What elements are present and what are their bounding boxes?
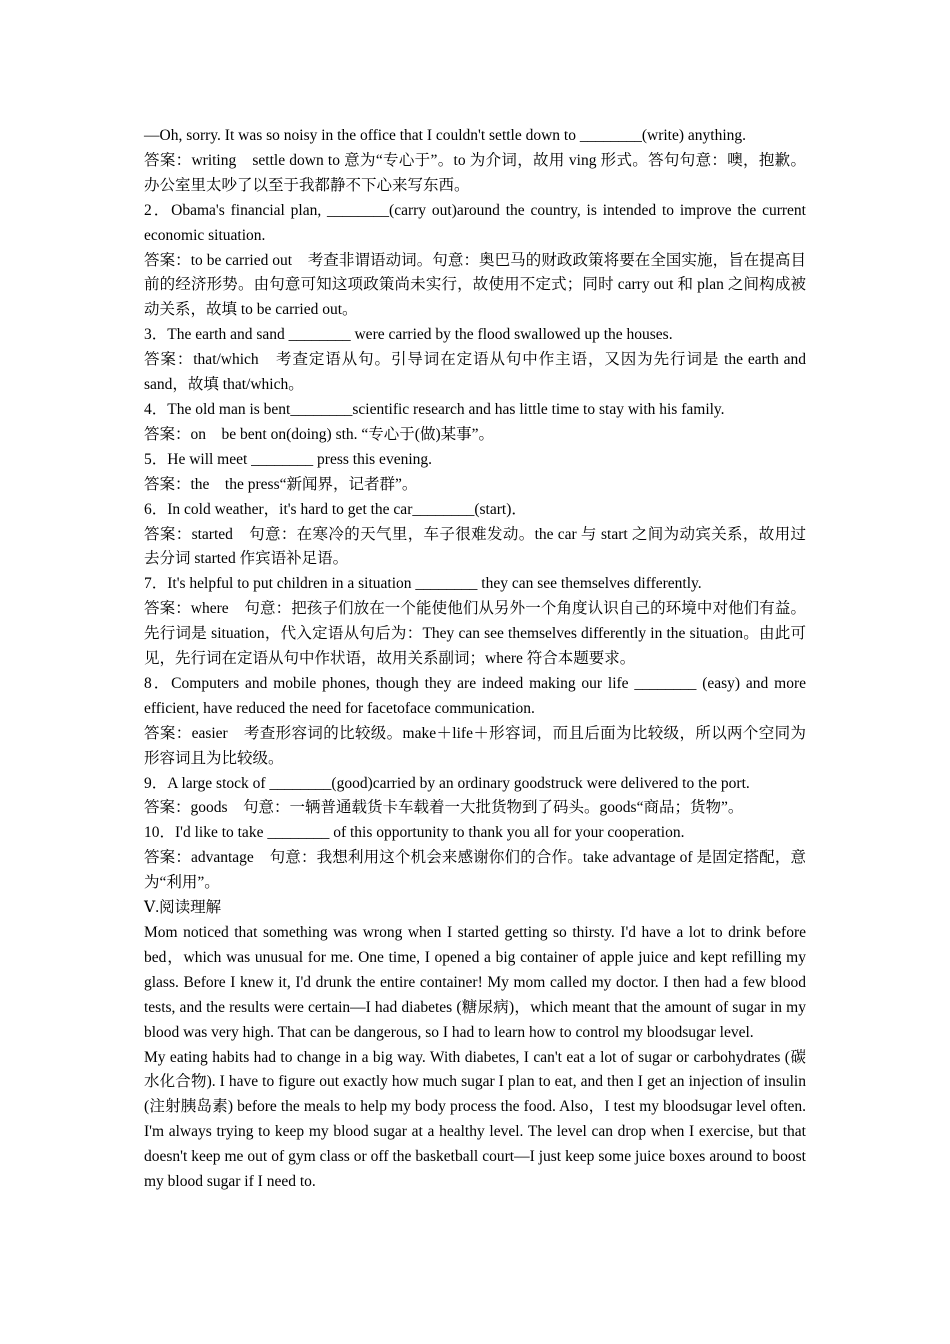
answer-4: 答案：on be bent on(doing) sth. “专心于(做)某事”。 [144, 425, 494, 443]
reading-paragraph-2: My eating habits had to change in a big way. With diabetes, I can't eat a lot of sugar or carbohydrates (碳水化合物). I have to figure out exactly how much sugar I plan to eat, and then I get an injection of insulin (注射胰岛素) before the meals to help my body process the food. Also，I test my bloodsugar level often. I'm always trying to keep my blood sugar at a healthy level. The level can drop when I exercise, but that doesn't keep me out of gym class or off the basketball court—I just keep some juice boxes around to boost my blood sugar if I need to. [144, 1048, 806, 1191]
question-3: 3．The earth and sand ________ were carried by the flood swallowed up the houses. [144, 326, 673, 344]
answer-5: 答案：the the press“新闻界，记者群”。 [144, 475, 418, 493]
question-7: 7．It's helpful to put children in a situation ________ they can see themselves differently. [144, 575, 702, 593]
question-9: 9．A large stock of ________(good)carried by an ordinary goodstruck were delivered to the port. [144, 774, 750, 792]
answer-10: 答案：advantage 句意：我想利用这个机会来感谢你们的合作。take advantage of 是固定搭配，意为“利用”。 [144, 849, 806, 892]
answer-9: 答案：goods 句意：一辆普通载货卡车载着一大批货物到了码头。goods“商品；货物”。 [144, 799, 744, 817]
question-8: 8．Computers and mobile phones, though they are indeed making our life ________ (easy) and more efficient, have reduced the need for facetoface communication. [144, 674, 806, 717]
answer-7: 答案：where 句意：把孩子们放在一个能使他们从另外一个角度认识自己的环境中对他们有益。先行词是 situation，代入定语从句后为：They can see themselves differently in the situation。由此可见，先行词在定语从句中作状语，故用关系副词；where 符合本题要求。 [144, 600, 806, 668]
question-10: 10．I'd like to take ________ of this opportunity to thank you all for your cooperation. [144, 824, 685, 842]
answer-6: 答案：started 句意：在寒冷的天气里，车子很难发动。the car 与 start 之间为动宾关系，故用过去分词 started 作宾语补足语。 [144, 525, 806, 568]
question-4: 4．The old man is bent________scientific research and has little time to stay with his family. [144, 400, 725, 418]
answer-3: 答案：that/which 考查定语从句。引导词在定语从句中作主语，又因为先行词是 the earth and sand，故填 that/which。 [144, 351, 806, 394]
reading-paragraph-1: Mom noticed that something was wrong when I started getting so thirsty. I'd have a lot to drink before bed，which was unusual for me. One time, I opened a big container of apple juice and kept refilling my glass. Before I knew it, I'd drunk the entire container! My mom called my doctor. I then had a few blood tests, and the results were certain—I had diabetes (糖尿病)，which meant that the amount of sugar in my blood was very high. That can be dangerous, so I had to learn how to control my bloodsugar level. [144, 924, 806, 1041]
answer-2: 答案：to be carried out 考查非谓语动词。句意：奥巴马的财政政策将要在全国实施，旨在提高目前的经济形势。由句意可知这项政策尚未实行，故使用不定式；同时 carry out 和 plan 之间构成被动关系，故填 to be carried out。 [144, 251, 806, 319]
answer-8: 答案：easier 考查形容词的比较级。make＋life＋形容词，而且后面为比较级，所以两个空同为形容词且为比较级。 [144, 724, 806, 767]
question-6: 6．In cold weather，it's hard to get the car________(start)． [144, 500, 527, 518]
answer-1: 答案：writing settle down to 意为“专心于”。to 为介词，故用 ving 形式。答句句意：噢，抱歉。办公室里太吵了以至于我都静不下心来写东西。 [144, 151, 806, 194]
document-page [144, 124, 806, 1195]
question-5: 5．He will meet ________ press this evening. [144, 450, 432, 468]
section-heading-reading: Ⅴ.阅读理解 [144, 899, 222, 917]
question-1-continuation: —Oh, sorry. It was so noisy in the office that I couldn't settle down to ________(write) anything. [144, 127, 747, 144]
question-2: 2．Obama's financial plan, ________(carry out)around the country, is intended to improve the current economic situation. [144, 201, 806, 244]
